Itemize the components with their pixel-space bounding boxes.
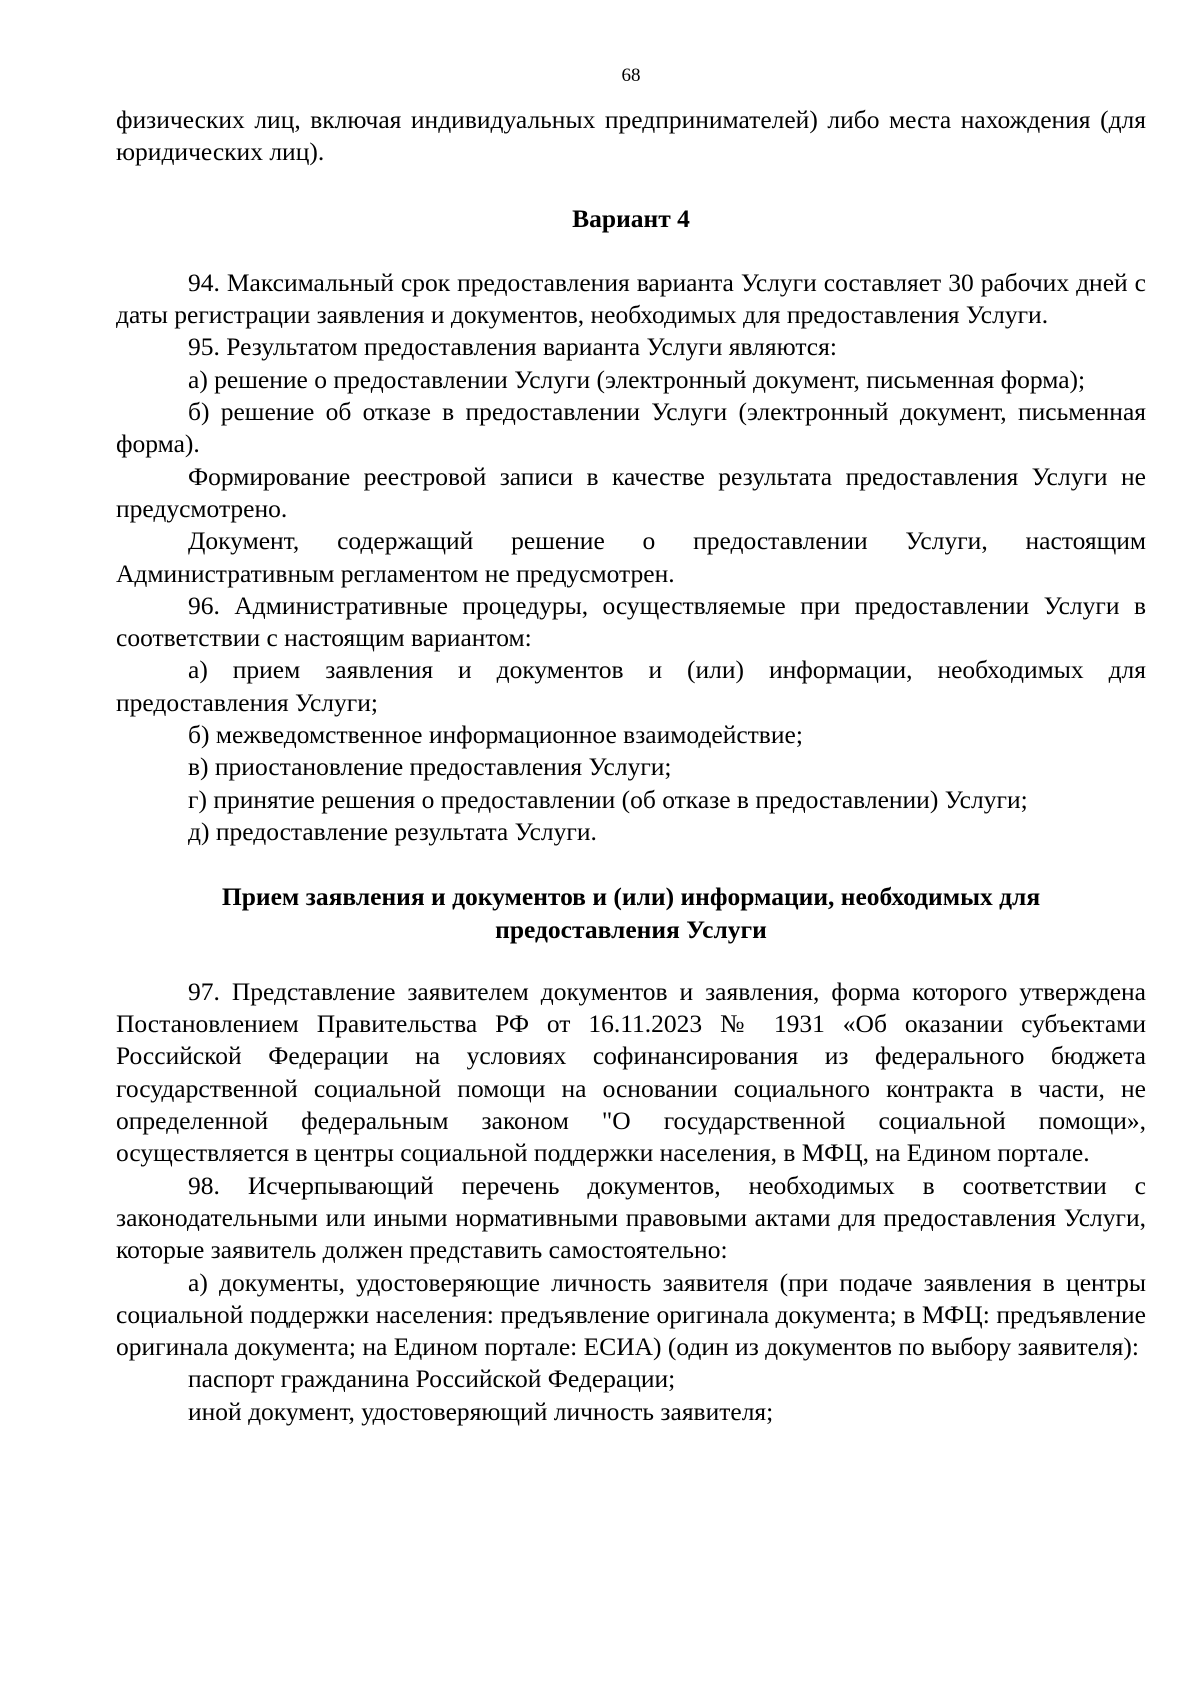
heading-section-line-2: предоставления Услуги <box>495 914 767 944</box>
heading-section-application <box>116 881 1146 946</box>
paragraph-passport: паспорт гражданина Российской Федерации; <box>188 1364 676 1394</box>
heading-variant-4: Вариант 4 <box>572 203 690 233</box>
paragraph-registry-record: Формирование реестровой записи в качестве результата предоставления Услуги не предусмотрено. <box>116 461 1146 523</box>
paragraph-95: 95. Результатом предоставления варианта Услуги являются: <box>188 332 837 362</box>
paragraph-96-b: б) межведомственное информационное взаимодействие; <box>188 720 803 750</box>
paragraph-94: 94. Максимальный срок предоставления варианта Услуги составляет 30 рабочих дней с даты регистрации заявления и документов, необходимых для предоставления Услуги. <box>116 267 1146 330</box>
paragraph-96-a: а) прием заявления и документов и (или) информации, необходимых для предоставления Услуги; <box>116 655 1146 717</box>
paragraph-97: 97. Представление заявителем документов и заявления, форма которого утверждена Постановлением Правительства РФ от 16.11.2023 № 1931 «Об оказании субъектами Российской Федерации на условиях софинансирования из федерального бюджета государственной социальной помощи на основании социального контракта в части, не определенной федеральным законом "О государственной социальной помощи», осуществляется в центры социальной поддержки населения, в МФЦ, на Едином портале. <box>116 976 1146 1168</box>
paragraph-98: 98. Исчерпывающий перечень документов, необходимых в соответствии с законодательными или иными нормативными правовыми актами для предоставления Услуги, которые заявитель должен представить самостоятельно: <box>116 1170 1146 1265</box>
paragraph-decision-document: Документ, содержащий решение о предоставлении Услуги, настоящим Административным регламентом не предусмотрен. <box>116 526 1146 588</box>
paragraph-95-b: б) решение об отказе в предоставлении Услуги (электронный документ, письменная форма). <box>116 397 1146 459</box>
paragraph-96-v: в) приостановление предоставления Услуги; <box>188 752 672 782</box>
paragraph-98-a: а) документы, удостоверяющие личность заявителя (при подаче заявления в центры социальной поддержки населения: предъявление оригинала документа; в МФЦ: предъявление оригинала документа; на Едином портале: ЕСИА) (один из документов по выбору заявителя): <box>116 1267 1146 1362</box>
paragraph-95-a: а) решение о предоставлении Услуги (электронный документ, письменная форма); <box>188 364 1086 394</box>
paragraph-96-d: д) предоставление результата Услуги. <box>188 816 597 846</box>
paragraph-96-g: г) принятие решения о предоставлении (об отказе в предоставлении) Услуги; <box>188 784 1028 814</box>
paragraph-other-id: иной документ, удостоверяющий личность заявителя; <box>188 1396 774 1426</box>
paragraph-continuation: физических лиц, включая индивидуальных предпринимателей) либо места нахождения (для юридических лиц). <box>116 105 1146 167</box>
page-number: 68 <box>621 65 641 86</box>
paragraph-96: 96. Административные процедуры, осуществляемые при предоставлении Услуги в соответствии с настоящим вариантом: <box>116 590 1146 653</box>
heading-section-line-1: Прием заявления и документов и (или) информации, необходимых для <box>221 882 1041 912</box>
